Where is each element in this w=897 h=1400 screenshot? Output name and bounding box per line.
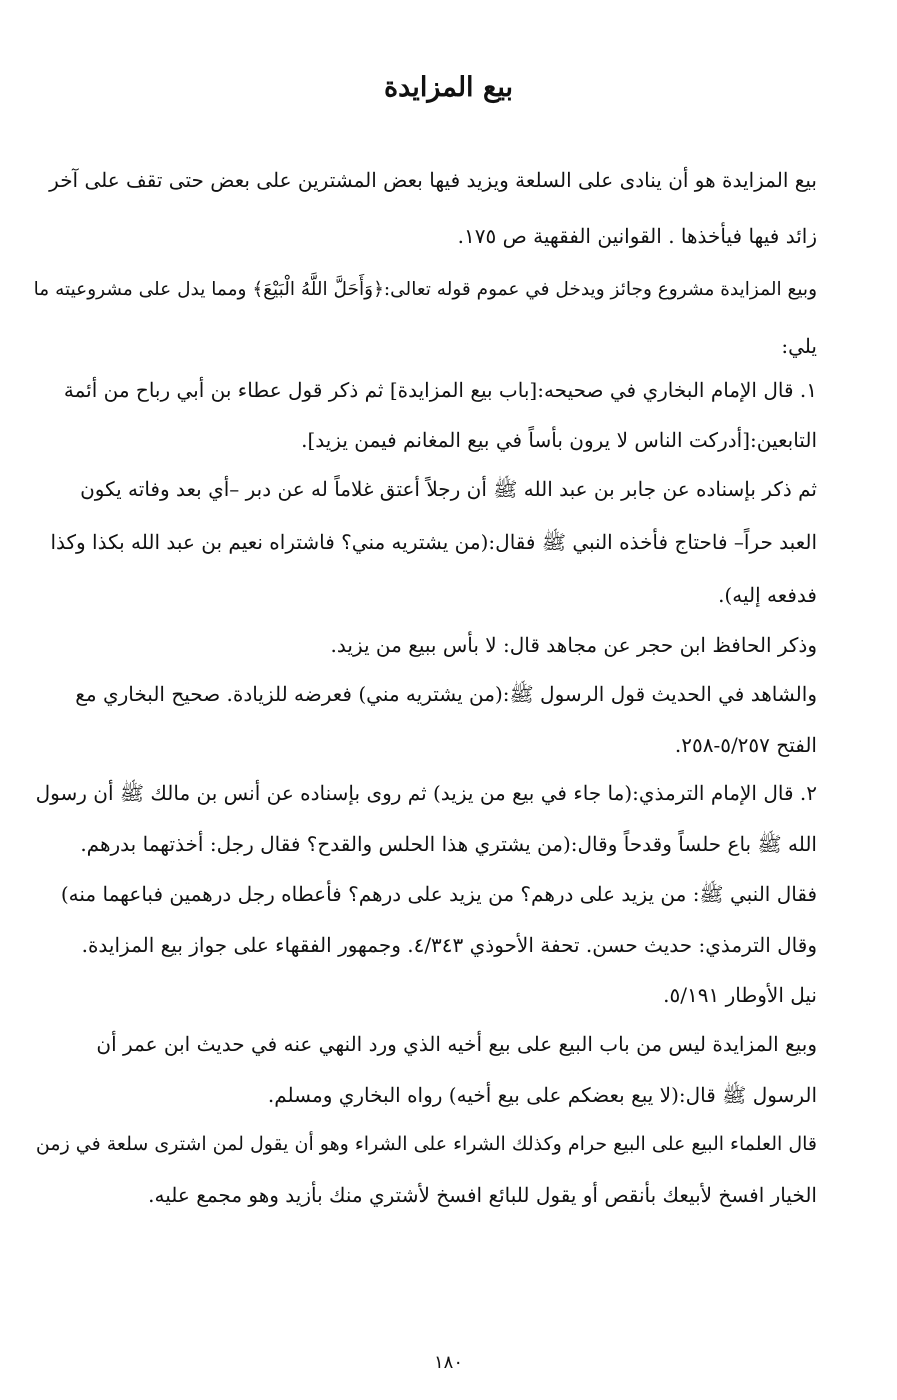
text-line: وذكر الحافظ ابن حجر عن مجاهد قال: لا بأس ببيع من يزيد. (330, 633, 817, 657)
text-line: زائد فيها فيأخذها . القوانين الفقهية ص ١٧٥. (457, 224, 817, 248)
text-line: وبيع المزايدة مشروع وجائز ويدخل في عموم قوله تعالى:﴿وَأَحَلَّ اللَّهُ الْبَيْعَ﴾ ومما يدل على مشروعيته ما (33, 279, 817, 300)
text-line: قال العلماء البيع على البيع حرام وكذلك الشراء على الشراء وهو أن يقول لمن اشترى سلعة في زمن (35, 1133, 817, 1155)
text-line: الرسول ﷺ قال:(لا يبع بعضكم على بيع أخيه) رواه البخاري ومسلم. (267, 1083, 817, 1107)
text-line: وقال الترمذي: حديث حسن. تحفة الأحوذي ٤/٣٤٣. وجمهور الفقهاء على جواز بيع المزايدة. (81, 933, 817, 957)
text-line: نيل الأوطار ٥/١٩١. (663, 983, 817, 1007)
text-line: الخيار افسخ لأبيعك بأنقص أو يقول للبائع افسخ لأشتري منك بأزيد وهو مجمع عليه. (148, 1183, 817, 1207)
text-line: وبيع المزايدة ليس من باب البيع على بيع أخيه الذي ورد النهي عنه في حديث ابن عمر أن (96, 1032, 817, 1056)
page-title: بيع المزايدة (383, 72, 513, 103)
text-line: ١. قال الإمام البخاري في صحيحه:[باب بيع المزايدة] ثم ذكر قول عطاء بن أبي رباح من أئمة (63, 378, 817, 402)
text-line: يلي: (781, 334, 817, 358)
text-line: العبد حراً– فاحتاج فأخذه النبي ﷺ فقال:(من يشتريه مني؟ فاشتراه نعيم بن عبد الله بكذا وكذا (50, 530, 817, 554)
page-number: ١٨٠ (433, 1352, 463, 1373)
text-line: ثم ذكر بإسناده عن جابر بن عبد الله ﷺ أن رجلاً أعتق غلاماً له عن دبر –أي بعد وفاته يكون (80, 477, 817, 501)
text-line: الله ﷺ باع حلساً وقدحاً وقال:(من يشتري هذا الحلس والقدح؟ فقال رجل: أخذتهما بدرهم. (80, 832, 817, 856)
text-line: فقال النبي ﷺ: من يزيد على درهم؟ من يزيد على درهم؟ فأعطاه رجل درهمين فباعهما منه) (60, 882, 817, 906)
text-line: فدفعه إليه). (718, 583, 817, 607)
text-line: بيع المزايدة هو أن ينادى على السلعة ويزيد فيها بعض المشترين على بعض حتى تقف على آخر (49, 168, 817, 192)
text-line: ٢. قال الإمام الترمذي:(ما جاء في بيع من يزيد) ثم روى بإسناده عن أنس بن مالك ﷺ أن رسول (35, 781, 817, 805)
text-line: والشاهد في الحديث قول الرسول ﷺ:(من يشتريه مني) فعرضه للزيادة. صحيح البخاري مع (75, 682, 817, 706)
text-line: التابعين:[أدركت الناس لا يرون بأساً في بيع المغانم فيمن يزيد]. (301, 428, 817, 452)
text-line: الفتح ٥/٢٥٧-٢٥٨. (674, 733, 817, 757)
